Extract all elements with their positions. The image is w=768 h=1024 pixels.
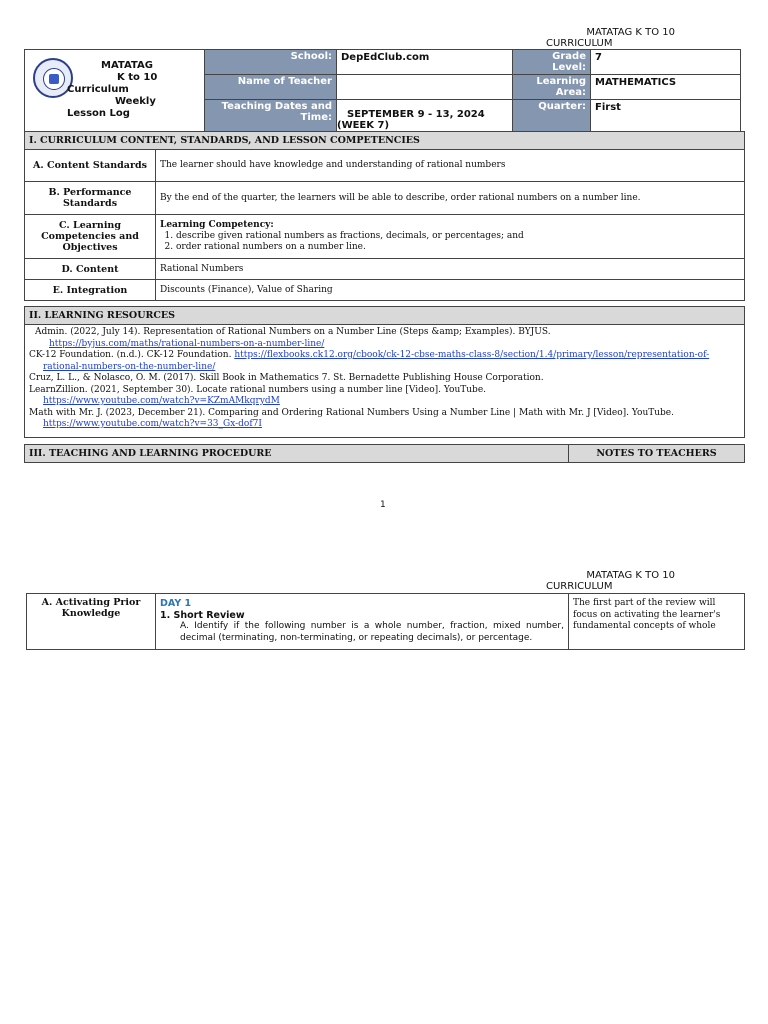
quarter-label: Quarter: — [513, 100, 591, 136]
reference-item — [29, 408, 740, 431]
logo-title-line: Weekly — [115, 96, 156, 107]
reference-item — [29, 385, 740, 408]
logo-title-line: K to 10 — [117, 72, 158, 83]
performance-standards-label: B. Performance Standards — [25, 182, 156, 215]
reference-text: LearnZillion. (2021, September 30). Locate rational numbers using a number line [Video]. YouTube. — [29, 384, 487, 395]
competencies-label: C. Learning Competencies and Objectives — [25, 215, 156, 259]
section-title: I. CURRICULUM CONTENT, STANDARDS, AND LESSON COMPETENCIES — [25, 132, 745, 150]
reference-item — [29, 327, 740, 350]
reference-text: CK-12 Foundation. (n.d.). CK-12 Foundation. — [29, 350, 232, 360]
procedure-table — [26, 593, 745, 650]
area-label: Learning Area: — [513, 75, 591, 100]
competencies-cell — [156, 215, 745, 259]
page-number: 1 — [380, 500, 386, 510]
competency-item: 2. order rational numbers on a number line. — [176, 242, 740, 253]
school-label: School: — [205, 50, 337, 75]
reference-text: Admin. (2022, July 14). Representation of Rational Numbers on a Number Line (Steps &amp; Examples). BYJUS. — [35, 327, 551, 337]
lesson-info-table — [24, 49, 741, 136]
content-text: Rational Numbers — [156, 259, 745, 280]
reference-link[interactable]: https://www.youtube.com/watch?v=KZmAMkqrydM — [43, 396, 280, 406]
content-standards-text: The learner should have knowledge and understanding of rational numbers — [156, 150, 745, 182]
reference-link[interactable]: https://flexbooks.ck12.org/cbook/ck-12-cbse-maths-class-8/section/1.4/primary/lesson/representation-of-rational-numbers-on-the-number-line/ — [43, 350, 710, 372]
curriculum-content-table — [24, 131, 745, 301]
reference-link[interactable]: https://www.youtube.com/watch?v=33_Gx-dof7I — [43, 419, 262, 429]
activity-text: A. Identify if the following number is a whole number, fraction, mixed number, decimal (terminating, non-terminating, or repeating decimals), or percentage. — [180, 621, 564, 643]
teacher-value — [337, 75, 513, 100]
procedure-header-table — [24, 444, 745, 463]
activity-title: 1. Short Review — [160, 609, 245, 621]
teacher-label: Name of Teacher — [205, 75, 337, 100]
logo-cell — [25, 50, 205, 136]
page-header — [540, 27, 675, 49]
reference-text: Cruz, L. L., & Nolasco, O. M. (2017). Skill Book in Mathematics 7. St. Bernadette Publishing House Corporation. — [29, 373, 544, 383]
competency-heading: Learning Competency: — [160, 220, 274, 230]
header-curriculum: CURRICULUM — [546, 581, 613, 592]
week-value: (WEEK 7) — [337, 120, 390, 131]
page-header — [540, 570, 675, 592]
grade-value: 7 — [591, 50, 741, 75]
logo-title-line: Curriculum — [67, 84, 129, 95]
integration-text: Discounts (Finance), Value of Sharing — [156, 280, 745, 301]
content-standards-label: A. Content Standards — [25, 150, 156, 182]
area-value: MATHEMATICS — [591, 75, 741, 100]
day-label: DAY 1 — [160, 598, 192, 609]
section-title: II. LEARNING RESOURCES — [25, 307, 745, 325]
competency-list — [160, 231, 740, 253]
header-program: MATATAG K TO 10 — [586, 570, 675, 581]
activating-prior-knowledge-label: A. Activating Prior Knowledge — [27, 594, 156, 650]
grade-label: Grade Level: — [513, 50, 591, 75]
dates-label: Teaching Dates and Time: — [205, 100, 337, 136]
logo-title-line: MATATAG — [101, 60, 153, 71]
quarter-value: First — [591, 100, 741, 136]
competency-item: 1. describe given rational numbers as fractions, decimals, or percentages; and — [176, 231, 740, 242]
reference-item — [29, 373, 740, 385]
notes-to-teachers-text: The first part of the review will focus on activating the learner's fundamental concepts of whole — [569, 594, 745, 650]
reference-text: Math with Mr. J. (2023, December 21). Comparing and Ordering Rational Numbers Using a Number Line | Math with Mr. J [Video]. YouTube. — [29, 407, 674, 418]
reference-link[interactable]: https://byjus.com/maths/rational-numbers-on-a-number-line/ — [49, 338, 325, 349]
reference-item — [29, 350, 740, 373]
logo-title-line: Lesson Log — [67, 108, 130, 119]
content-label: D. Content — [25, 259, 156, 280]
school-value: DepEdClub.com — [337, 50, 513, 75]
header-program: MATATAG K TO 10 — [586, 27, 675, 38]
header-curriculum: CURRICULUM — [546, 38, 613, 49]
references-cell — [25, 325, 745, 438]
performance-standards-text: By the end of the quarter, the learners will be able to describe, order rational numbers on a number line. — [156, 182, 745, 215]
section-title: III. TEACHING AND LEARNING PROCEDURE — [25, 445, 569, 463]
notes-title: NOTES TO TEACHERS — [569, 445, 745, 463]
activity-cell — [156, 594, 569, 650]
learning-resources-table — [24, 306, 745, 438]
dates-value: SEPTEMBER 9 - 13, 2024 — [347, 109, 485, 120]
integration-label: E. Integration — [25, 280, 156, 301]
